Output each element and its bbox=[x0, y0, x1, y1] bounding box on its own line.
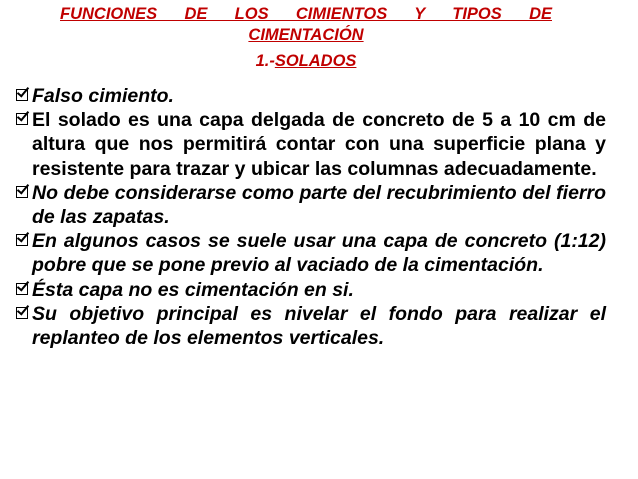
title-line-2: CIMENTACIÓN bbox=[248, 26, 364, 44]
bullet-text: Su objetivo principal es nivelar el fondo para realizar el replanteo de los elementos verticales. bbox=[32, 302, 606, 350]
bullet-item bbox=[16, 181, 606, 229]
section-name: SOLADOS bbox=[274, 52, 357, 70]
bullet-item bbox=[16, 278, 606, 302]
bullet-text: En algunos casos se suele usar una capa de concreto (1:12) pobre que se pone previo al vaciado de la cimentación. bbox=[32, 230, 606, 277]
bullet-text: Falso cimiento. bbox=[32, 85, 174, 107]
bullet-text: No debe considerarse como parte del recubrimiento del fierro de las zapatas. bbox=[32, 181, 606, 229]
checkbox-checkmark-icon bbox=[16, 234, 28, 246]
slide-title bbox=[60, 4, 552, 72]
section-number: 1.- bbox=[255, 52, 275, 70]
checkbox-checkmark-icon bbox=[16, 89, 28, 101]
bullet-item bbox=[16, 108, 606, 181]
bullet-text: El solado es una capa delgada de concreto de 5 a 10 cm de altura que nos permitirá contar con una superficie plana y resistente para trazar y ubicar las columnas adecuadamente. bbox=[32, 109, 606, 180]
checkbox-checkmark-icon bbox=[16, 186, 28, 198]
title-line-1: FUNCIONES DE LOS CIMIENTOS Y TIPOS DE bbox=[60, 5, 552, 23]
checkbox-checkmark-icon bbox=[16, 307, 28, 319]
section-heading bbox=[60, 51, 552, 72]
bullet-item bbox=[16, 302, 606, 350]
checkbox-checkmark-icon bbox=[16, 113, 28, 125]
checkbox-checkmark-icon bbox=[16, 283, 28, 295]
bullet-text: Ésta capa no es cimentación en si. bbox=[32, 278, 354, 301]
bullet-item bbox=[16, 229, 606, 277]
bullet-item bbox=[16, 84, 606, 108]
bullet-list bbox=[16, 84, 606, 350]
